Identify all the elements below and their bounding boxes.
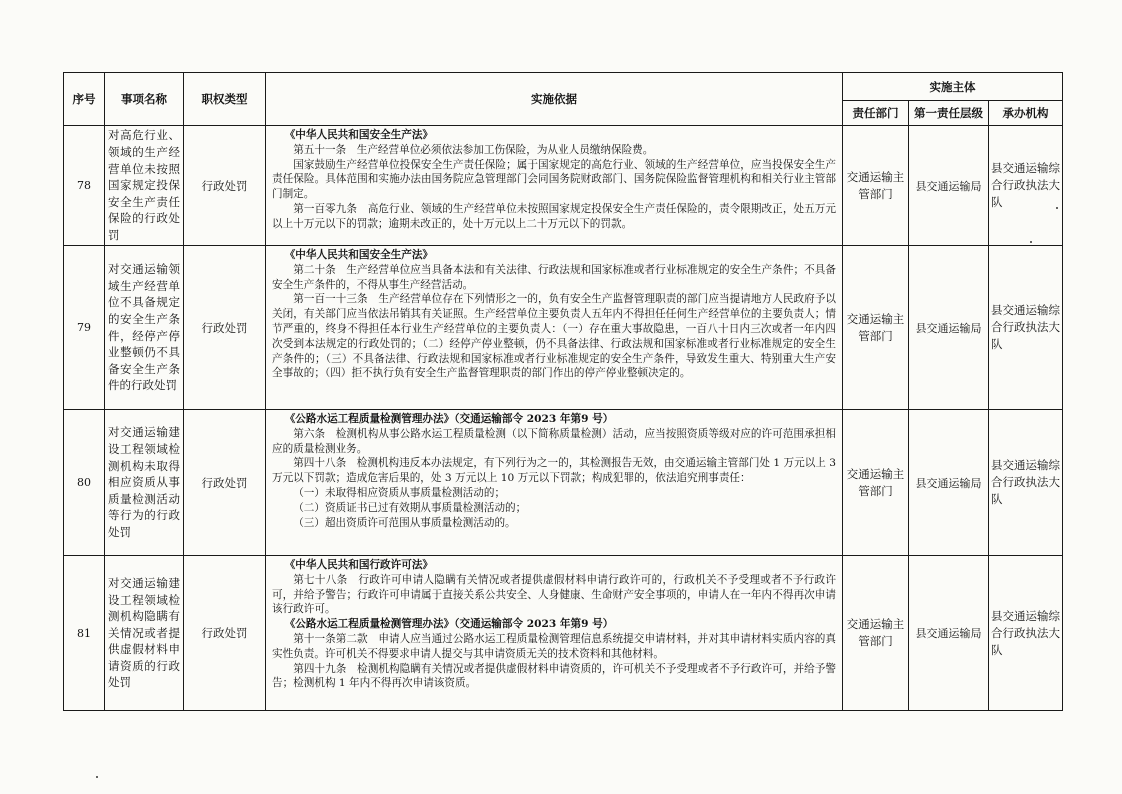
header-subject: 实施主体 bbox=[843, 73, 1063, 101]
row-level: 县交通运输局 bbox=[909, 246, 989, 410]
law-title: 《公路水运工程质量检测管理办法》（交通运输部令 2023 年第9 号） bbox=[284, 618, 614, 631]
header-seq: 序号 bbox=[64, 73, 105, 126]
article-paragraph: 第二十条 生产经营单位应当具备本法和有关法律、行政法规和国家标准或者行业标准规定的安全生产条件；不具备安全生产条件的，不得从事生产经营活动。 bbox=[272, 263, 836, 291]
article-paragraph: 第一百零九条 高危行业、领域的生产经营单位未按照国家规定投保安全生产责任保险的，责令限期改正，处五万元以上十万元以下的罚款；逾期未改正的，处十万元以上二十万元以下的罚款。 bbox=[272, 202, 836, 230]
law-title: 《中华人民共和国安全生产法》 bbox=[284, 249, 434, 261]
row-seq: 79 bbox=[64, 246, 105, 410]
scan-speck bbox=[1030, 241, 1032, 243]
row-basis bbox=[266, 556, 843, 711]
row-basis bbox=[266, 126, 843, 246]
row-level: 县交通运输局 bbox=[909, 126, 989, 246]
list-item: （一）未取得相应资质从事质量检测活动的； bbox=[293, 486, 506, 499]
header-name: 事项名称 bbox=[105, 73, 184, 126]
row-dept: 交通运输主管部门 bbox=[843, 556, 909, 711]
article-paragraph: 第六条 检测机构从事公路水运工程质量检测（以下简称质量检测）活动，应当按照资质等级对应的许可范围承担相应的质量检测业务。 bbox=[272, 427, 836, 455]
article-paragraph: 国家鼓励生产经营单位投保安全生产责任保险；属于国家规定的高危行业、领域的生产经营单位，应当投保安全生产责任保险。具体范围和实施办法由国务院应急管理部门会同国务院财政部门、国务院保险监督管理机构和相关行业主管部门制定。 bbox=[272, 158, 836, 201]
enforcement-items-table bbox=[63, 72, 1063, 711]
header-level: 第一责任层级 bbox=[909, 101, 989, 126]
table-row bbox=[64, 410, 1063, 556]
policy-table-page bbox=[63, 72, 1063, 711]
row-power-type: 行政处罚 bbox=[184, 410, 266, 556]
header-basis: 实施依据 bbox=[266, 73, 843, 126]
header-org: 承办机构 bbox=[989, 101, 1063, 126]
row-dept: 交通运输主管部门 bbox=[843, 410, 909, 556]
row-org: 县交通运输综合行政执法大队 bbox=[989, 556, 1063, 711]
table-row bbox=[64, 556, 1063, 711]
row-item-name: 对高危行业、领域的生产经营单位未按照国家规定投保安全生产责任保险的行政处罚 bbox=[105, 126, 184, 246]
row-seq: 80 bbox=[64, 410, 105, 556]
header-dept: 责任部门 bbox=[843, 101, 909, 126]
row-basis bbox=[266, 410, 843, 556]
row-dept: 交通运输主管部门 bbox=[843, 126, 909, 246]
article-paragraph: 第四十九条 检测机构隐瞒有关情况或者提供虚假材料申请资质的，许可机关不予受理或者不予行政许可，并给予警告；检测机构 1 年内不得再次申请该资质。 bbox=[272, 662, 836, 690]
article-paragraph: 第十一条第二款 申请人应当通过公路水运工程质量检测管理信息系统提交申请材料，并对其申请材料实质内容的真实性负责。许可机关不得要求申请人提交与其申请资质无关的技术资料和其他材料。 bbox=[272, 632, 836, 660]
article-paragraph: 第四十八条 检测机构违反本办法规定，有下列行为之一的，其检测报告无效，由交通运输主管部门处 1 万元以上 3 万元以下罚款；造成危害后果的，处 3 万元以上 10 万元以下罚款；构成犯罪的，依法追究刑事责任： bbox=[272, 457, 836, 485]
row-item-name: 对交通运输建设工程领域检测机构未取得相应资质从事质量检测活动等行为的行政处罚 bbox=[105, 410, 184, 556]
row-level: 县交通运输局 bbox=[909, 410, 989, 556]
article-paragraph: 第五十一条 生产经营单位必须依法参加工伤保险，为从业人员缴纳保险费。 bbox=[293, 143, 654, 156]
row-org: 县交通运输综合行政执法大队 bbox=[989, 410, 1063, 556]
law-title: 《中华人民共和国行政许可法》 bbox=[284, 559, 434, 571]
row-power-type: 行政处罚 bbox=[184, 126, 266, 246]
scan-speck bbox=[1056, 207, 1058, 209]
row-seq: 78 bbox=[64, 126, 105, 246]
header-type: 职权类型 bbox=[184, 73, 266, 126]
row-org: 县交通运输综合行政执法大队 bbox=[989, 126, 1063, 246]
row-level: 县交通运输局 bbox=[909, 556, 989, 711]
row-item-name: 对交通运输建设工程领域检测机构隐瞒有关情况或者提供虚假材料申请资质的行政处罚 bbox=[105, 556, 184, 711]
table-row bbox=[64, 126, 1063, 246]
law-title: 《公路水运工程质量检测管理办法》（交通运输部令 2023 年第9 号） bbox=[284, 413, 614, 425]
list-item: （三）超出资质许可范围从事质量检测活动的。 bbox=[293, 516, 516, 529]
scan-speck bbox=[96, 776, 98, 778]
row-basis bbox=[266, 246, 843, 410]
list-item: （二）资质证书已过有效期从事质量检测活动的； bbox=[293, 501, 527, 514]
row-power-type: 行政处罚 bbox=[184, 246, 266, 410]
row-seq: 81 bbox=[64, 556, 105, 711]
row-power-type: 行政处罚 bbox=[184, 556, 266, 711]
row-item-name: 对交通运输领域生产经营单位不具备规定的安全生产条件，经停产停业整顿仍不具备安全生产条件的行政处罚 bbox=[105, 246, 184, 410]
row-org: 县交通运输综合行政执法大队 bbox=[989, 246, 1063, 410]
law-title: 《中华人民共和国安全生产法》 bbox=[284, 129, 434, 141]
article-paragraph: 第七十八条 行政许可申请人隐瞒有关情况或者提供虚假材料申请行政许可的，行政机关不予受理或者不予行政许可，并给予警告；行政许可申请属于直接关系公共安全、人身健康、生命财产安全事项的，申请人在一年内不得再次申请该行政许可。 bbox=[272, 573, 836, 616]
row-dept: 交通运输主管部门 bbox=[843, 246, 909, 410]
table-row bbox=[64, 246, 1063, 410]
article-paragraph: 第一百一十三条 生产经营单位存在下列情形之一的，负有安全生产监督管理职责的部门应当提请地方人民政府予以关闭，有关部门应当依法吊销其有关证照。生产经营单位主要负责人五年内不得担任任何生产经营单位的主要负责人；情节严重的，终身不得担任本行业生产经营单位的主要负责人：（一）存在重大事故隐患，一百八十日内三次或者一年内四次受到本法规定的行政处罚的；（二）经停产停业整顿，仍不具备法律、行政法规和国家标准或者行业标准规定的安全生产条件的；（三）不具备法律、行政法规和国家标准或者行业标准规定的安全生产条件，导致发生重大、特别重大生产安全事故的；（四）拒不执行负有安全生产监督管理职责的部门作出的停产停业整顿决定的。 bbox=[272, 293, 836, 380]
